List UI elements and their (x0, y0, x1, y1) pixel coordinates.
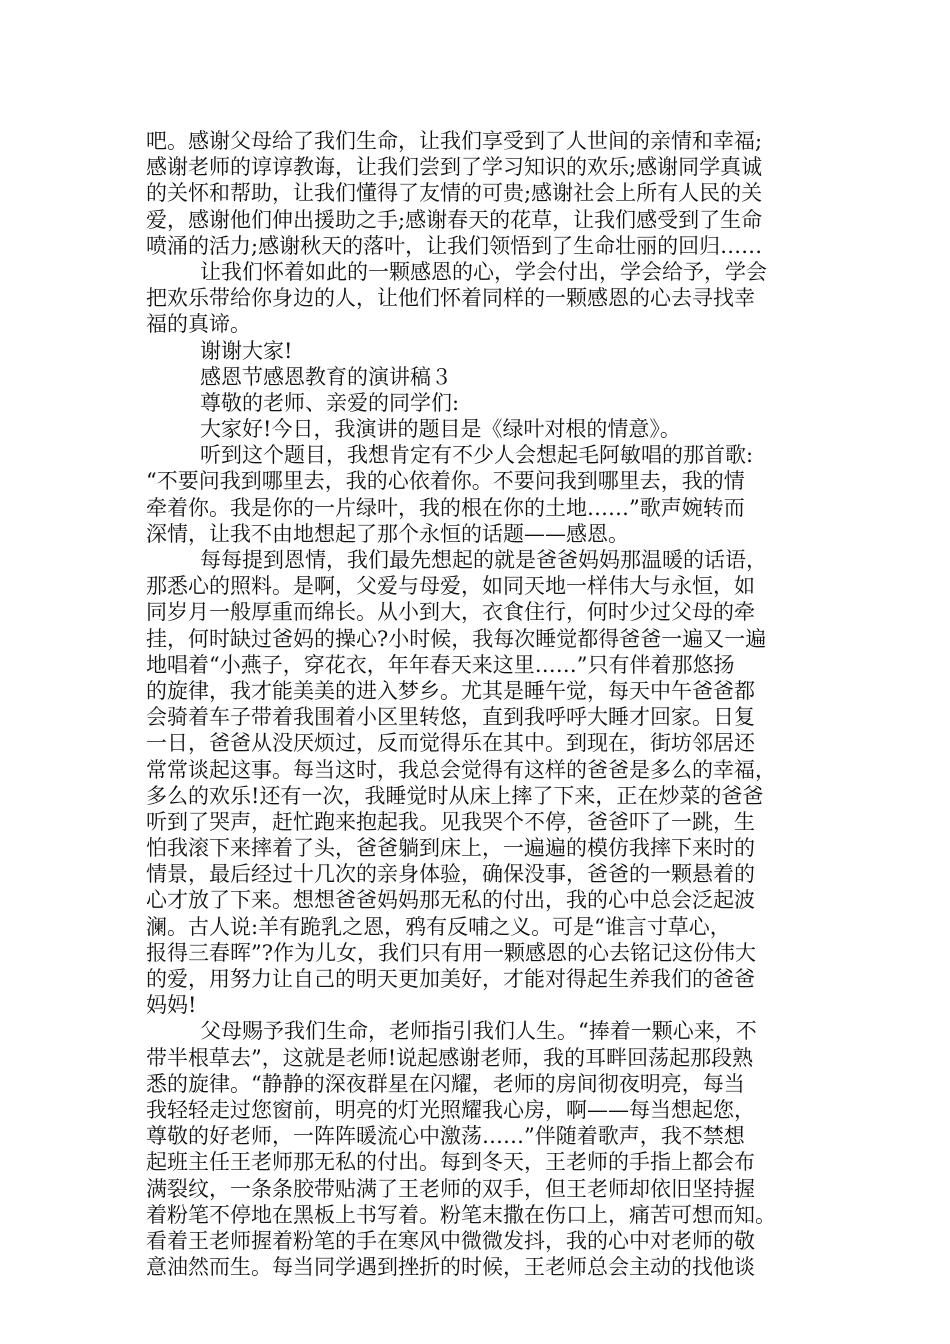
text-line: 那悉心的照料。是啊，父爱与母爱，如同天地一样伟大与永恒，如 (146, 574, 755, 599)
text-line: 谢谢大家! (200, 338, 293, 363)
text-line: 澜。古人说:羊有跪乳之恩，鸦有反哺之义。可是“谁言寸草心， (146, 914, 731, 939)
text-line: 吧。感谢父母给了我们生命，让我们享受到了人世间的亲情和幸福; (146, 129, 763, 153)
text-line: 起班主任王老师那无私的付出。每到冬天，王老师的手指上都会布 (146, 1150, 755, 1175)
text-line: 怕我滚下来摔着了头，爸爸躺到床上，一遍遍的模仿我摔下来时的 (146, 836, 755, 861)
text-line: 心才放了下来。想想爸爸妈妈那无私的付出，我的心中总会泛起波 (146, 888, 755, 913)
text-line: 感恩节感恩教育的演讲稿３ (200, 364, 452, 389)
text-line: 常常谈起这事。每当这时，我总会觉得有这样的爸爸是多么的幸福， (146, 757, 776, 782)
text-line: “不要问我到哪里去，我的心依着你。不要问我到哪里去，我的情 (146, 469, 745, 494)
text-line: 深情，让我不由地想起了那个永恒的话题——感恩。 (146, 521, 629, 546)
text-line: 同岁月一般厚重而绵长。从小到大，衣食住行，何时少过父母的牵 (146, 600, 755, 625)
text-line: 满裂纹，一条条胶带贴满了王老师的双手，但王老师却依旧坚持握 (146, 1176, 755, 1201)
text-line: 尊敬的老师、亲爱的同学们: (200, 390, 460, 415)
text-line: 报得三春晖”?作为儿女，我们只有用一颗感恩的心去铭记这份伟大 (146, 940, 756, 965)
text-line: 的爱，用努力让自己的明天更加美好，才能对得起生养我们的爸爸 (146, 967, 755, 991)
text-line: 一日，爸爸从没厌烦过，反而觉得乐在其中。到现在，街坊邻居还 (146, 731, 755, 756)
text-line: 父母赐予我们生命，老师指引我们人生。“捧着一颗心来，不 (200, 1019, 757, 1044)
text-line: 喷涌的活力;感谢秋天的落叶，让我们领悟到了生命壮丽的回归…… (146, 233, 763, 258)
text-line: 福的真谛。 (146, 312, 251, 337)
text-line: 带半根草去”，这就是老师!说起感谢老师，我的耳畔回荡起那段熟 (146, 1045, 754, 1070)
text-line: 情景，最后经过十几次的亲身体验，确保没事，爸爸的一颗悬着的 (146, 862, 755, 887)
text-line: 让我们怀着如此的一颗感恩的心，学会付出，学会给予，学会 (200, 259, 767, 284)
text-line: 尊敬的好老师，一阵阵暖流心中激荡……”伴随着歌声，我不禁想 (146, 1124, 745, 1149)
text-line: 悉的旋律。“静静的深夜群星在闪耀，老师的房间彻夜明亮，每当 (146, 1071, 745, 1096)
text-line: 意油然而生。每当同学遇到挫折的时候，王老师总会主动的找他谈 (146, 1255, 755, 1280)
text-line: 牵着你。我是你的一片绿叶，我的根在你的土地……”歌声婉转而 (146, 495, 745, 520)
text-line: 我轻轻走过您窗前，明亮的灯光照耀我心房，啊——每当想起您， (146, 1097, 755, 1122)
text-line: 的旋律，我才能美美的进入梦乡。尤其是睡午觉，每天中午爸爸都 (146, 678, 755, 703)
text-line: 爱，感谢他们伸出援助之手;感谢春天的花草，让我们感受到了生命 (146, 207, 763, 232)
text-line: 地唱着“小燕子，穿花衣，年年春天来这里……”只有伴着那悠扬 (146, 652, 735, 677)
text-line: 挂，何时缺过爸妈的操心?小时候，我每次睡觉都得爸爸一遍又一遍 (146, 626, 767, 651)
text-line: 着粉笔不停地在黑板上书写着。粉笔末撒在伤口上，痛苦可想而知。 (146, 1202, 776, 1227)
document-body (146, 128, 826, 1280)
text-line: 每每提到恩情，我们最先想起的就是爸爸妈妈那温暖的话语， (200, 548, 767, 572)
text-line: 多么的欢乐!还有一次，我睡觉时从床上摔了下来，正在炒菜的爸爸 (146, 783, 764, 808)
text-line: 的关怀和帮助，让我们懂得了友情的可贵;感谢社会上所有人民的关 (146, 181, 763, 206)
text-line: 把欢乐带给你身边的人，让他们怀着同样的一颗感恩的心去寻找幸 (146, 286, 755, 311)
text-line: 会骑着车子带着我围着小区里转悠，直到我呼呼大睡才回家。日复 (146, 705, 755, 730)
text-line: 妈妈! (146, 993, 197, 1018)
text-line: 听到了哭声，赶忙跑来抱起我。见我哭个不停，爸爸吓了一跳，生 (146, 809, 755, 834)
text-line: 感谢老师的谆谆教诲，让我们尝到了学习知识的欢乐;感谢同学真诚 (146, 155, 763, 180)
text-line: 看着王老师握着粉笔的手在寒风中微微发抖，我的心中对老师的敬 (146, 1228, 755, 1253)
text-line: 听到这个题目，我想肯定有不少人会想起毛阿敏唱的那首歌: (200, 443, 754, 468)
text-line: 大家好!今日，我演讲的题目是《绿叶对根的情意》。 (200, 417, 681, 442)
